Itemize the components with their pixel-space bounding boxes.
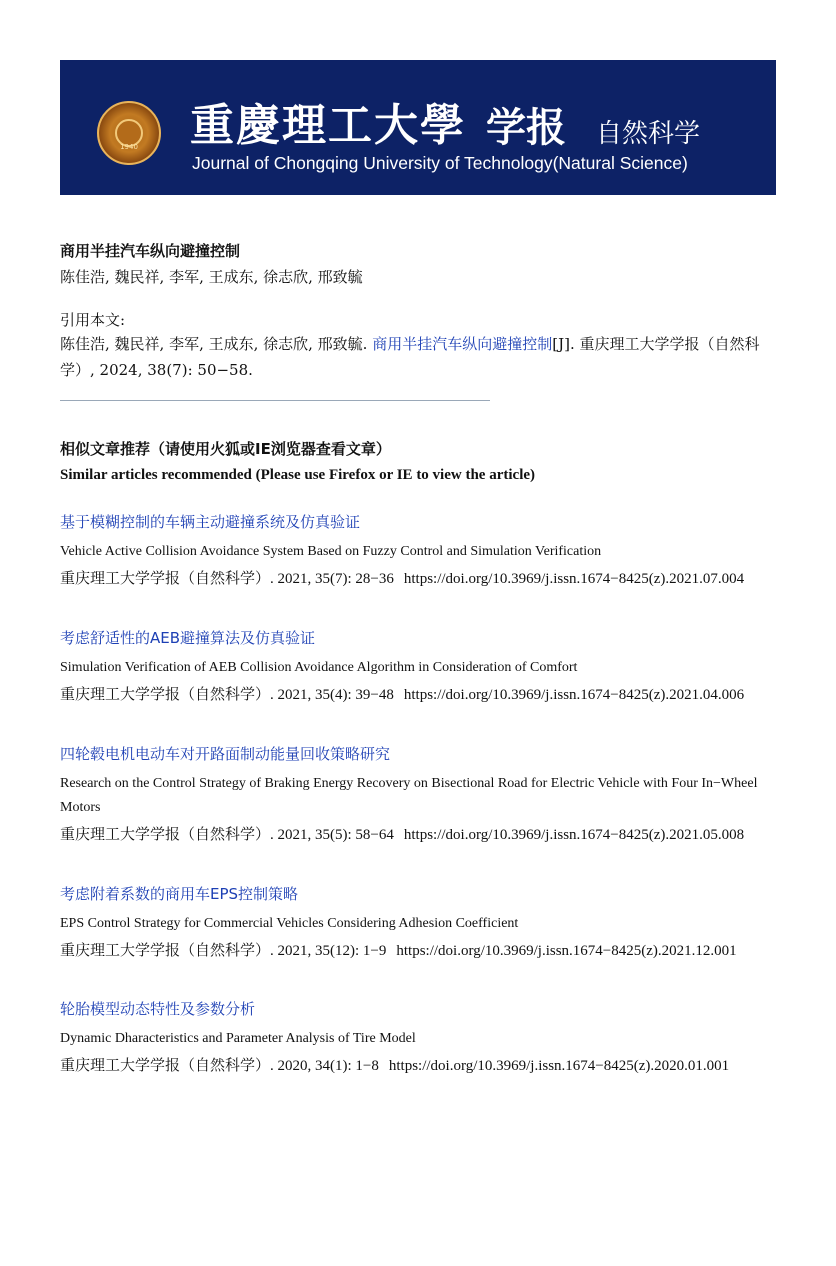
divider bbox=[60, 400, 490, 401]
recommended-article-english: EPS Control Strategy for Commercial Vehicles Considering Adhesion Coefficient bbox=[60, 916, 519, 931]
recommended-article-source bbox=[60, 1053, 776, 1079]
doi-link[interactable]: https://doi.org/10.3969/j.issn.1674−8425(z).2021.04.006 bbox=[403, 687, 745, 703]
doi-link[interactable]: https://doi.org/10.3969/j.issn.1674−8425(z).2021.07.004 bbox=[403, 571, 745, 587]
recommended-article-title-link[interactable]: 考虑附着系数的商用车EPS控制策略 bbox=[60, 885, 299, 903]
banner-xuebao: 学报 bbox=[486, 105, 566, 151]
article-title: 商用半挂汽车纵向避撞控制 bbox=[60, 242, 241, 260]
recommended-article-english: Research on the Control Strategy of Braking Energy Recovery on Bisectional Road for Electric Vehicle with Four In−Wheel Motors bbox=[60, 776, 758, 815]
article-authors: 陈佳浩, 魏民祥, 李军, 王成东, 徐志欣, 邢致毓 bbox=[60, 268, 363, 286]
citation bbox=[60, 331, 780, 383]
recommended-article-english: Vehicle Active Collision Avoidance System Based on Fuzzy Control and Simulation Verification bbox=[60, 544, 602, 559]
recommended-article-title-link[interactable]: 四轮毂电机电动车对开路面制动能量回收策略研究 bbox=[60, 745, 391, 763]
recommended-article-title-link[interactable]: 考虑舒适性的AEB避撞算法及仿真验证 bbox=[60, 629, 316, 647]
source-text: 重庆理工大学学报（自然科学）. 2021, 35(12): 1−9 bbox=[60, 943, 387, 959]
recommended-article bbox=[60, 999, 776, 1079]
cite-label: 引用本文: bbox=[60, 311, 126, 329]
recommended-article-title-link[interactable]: 基于模糊控制的车辆主动避撞系统及仿真验证 bbox=[60, 513, 361, 531]
recommended-article bbox=[60, 884, 776, 964]
recommend-heading-cn: 相似文章推荐（请使用火狐或IE浏览器查看文章） bbox=[60, 440, 391, 458]
recommended-article-english: Simulation Verification of AEB Collision Avoidance Algorithm in Consideration of Comfort bbox=[60, 660, 578, 675]
banner-university-name: 重慶理工大學 bbox=[190, 100, 466, 151]
university-seal-icon bbox=[97, 101, 161, 165]
doi-link[interactable]: https://doi.org/10.3969/j.issn.1674−8425(z).2021.12.001 bbox=[396, 943, 737, 959]
banner-subtitle: 自然科学 bbox=[596, 119, 701, 149]
recommended-article-english: Dynamic Dharacteristics and Parameter Analysis of Tire Model bbox=[60, 1031, 416, 1046]
source-text: 重庆理工大学学报（自然科学）. 2021, 35(4): 39−48 bbox=[60, 687, 394, 703]
cite-suffix: [J]. 重庆理工大学学报（自然科学）, 2024, 38(7): 50−58. bbox=[60, 335, 760, 379]
cite-prefix: 陈佳浩, 魏民祥, 李军, 王成东, 徐志欣, 邢致毓. bbox=[60, 335, 373, 353]
recommended-article bbox=[60, 744, 776, 848]
doi-link[interactable]: https://doi.org/10.3969/j.issn.1674−8425(z).2021.05.008 bbox=[403, 827, 745, 843]
recommended-article-source bbox=[60, 822, 776, 848]
seal-year: 1940 bbox=[120, 143, 138, 151]
cite-title-link[interactable]: 商用半挂汽车纵向避撞控制 bbox=[372, 335, 553, 353]
recommended-article-source bbox=[60, 566, 776, 592]
recommended-article bbox=[60, 628, 776, 708]
recommended-article-source bbox=[60, 938, 776, 964]
recommended-article-source bbox=[60, 682, 776, 708]
banner-english-title: Journal of Chongqing University of Technology(Natural Science) bbox=[192, 153, 688, 173]
recommended-article bbox=[60, 512, 776, 592]
doi-link[interactable]: https://doi.org/10.3969/j.issn.1674−8425(z).2020.01.001 bbox=[388, 1058, 730, 1074]
source-text: 重庆理工大学学报（自然科学）. 2021, 35(7): 28−36 bbox=[60, 571, 394, 587]
source-text: 重庆理工大学学报（自然科学）. 2021, 35(5): 58−64 bbox=[60, 827, 394, 843]
recommend-heading-en: Similar articles recommended (Please use Firefox or IE to view the article) bbox=[60, 467, 536, 483]
journal-banner bbox=[60, 60, 776, 195]
recommended-article-title-link[interactable]: 轮胎模型动态特性及参数分析 bbox=[60, 1000, 256, 1018]
source-text: 重庆理工大学学报（自然科学）. 2020, 34(1): 1−8 bbox=[60, 1058, 379, 1074]
